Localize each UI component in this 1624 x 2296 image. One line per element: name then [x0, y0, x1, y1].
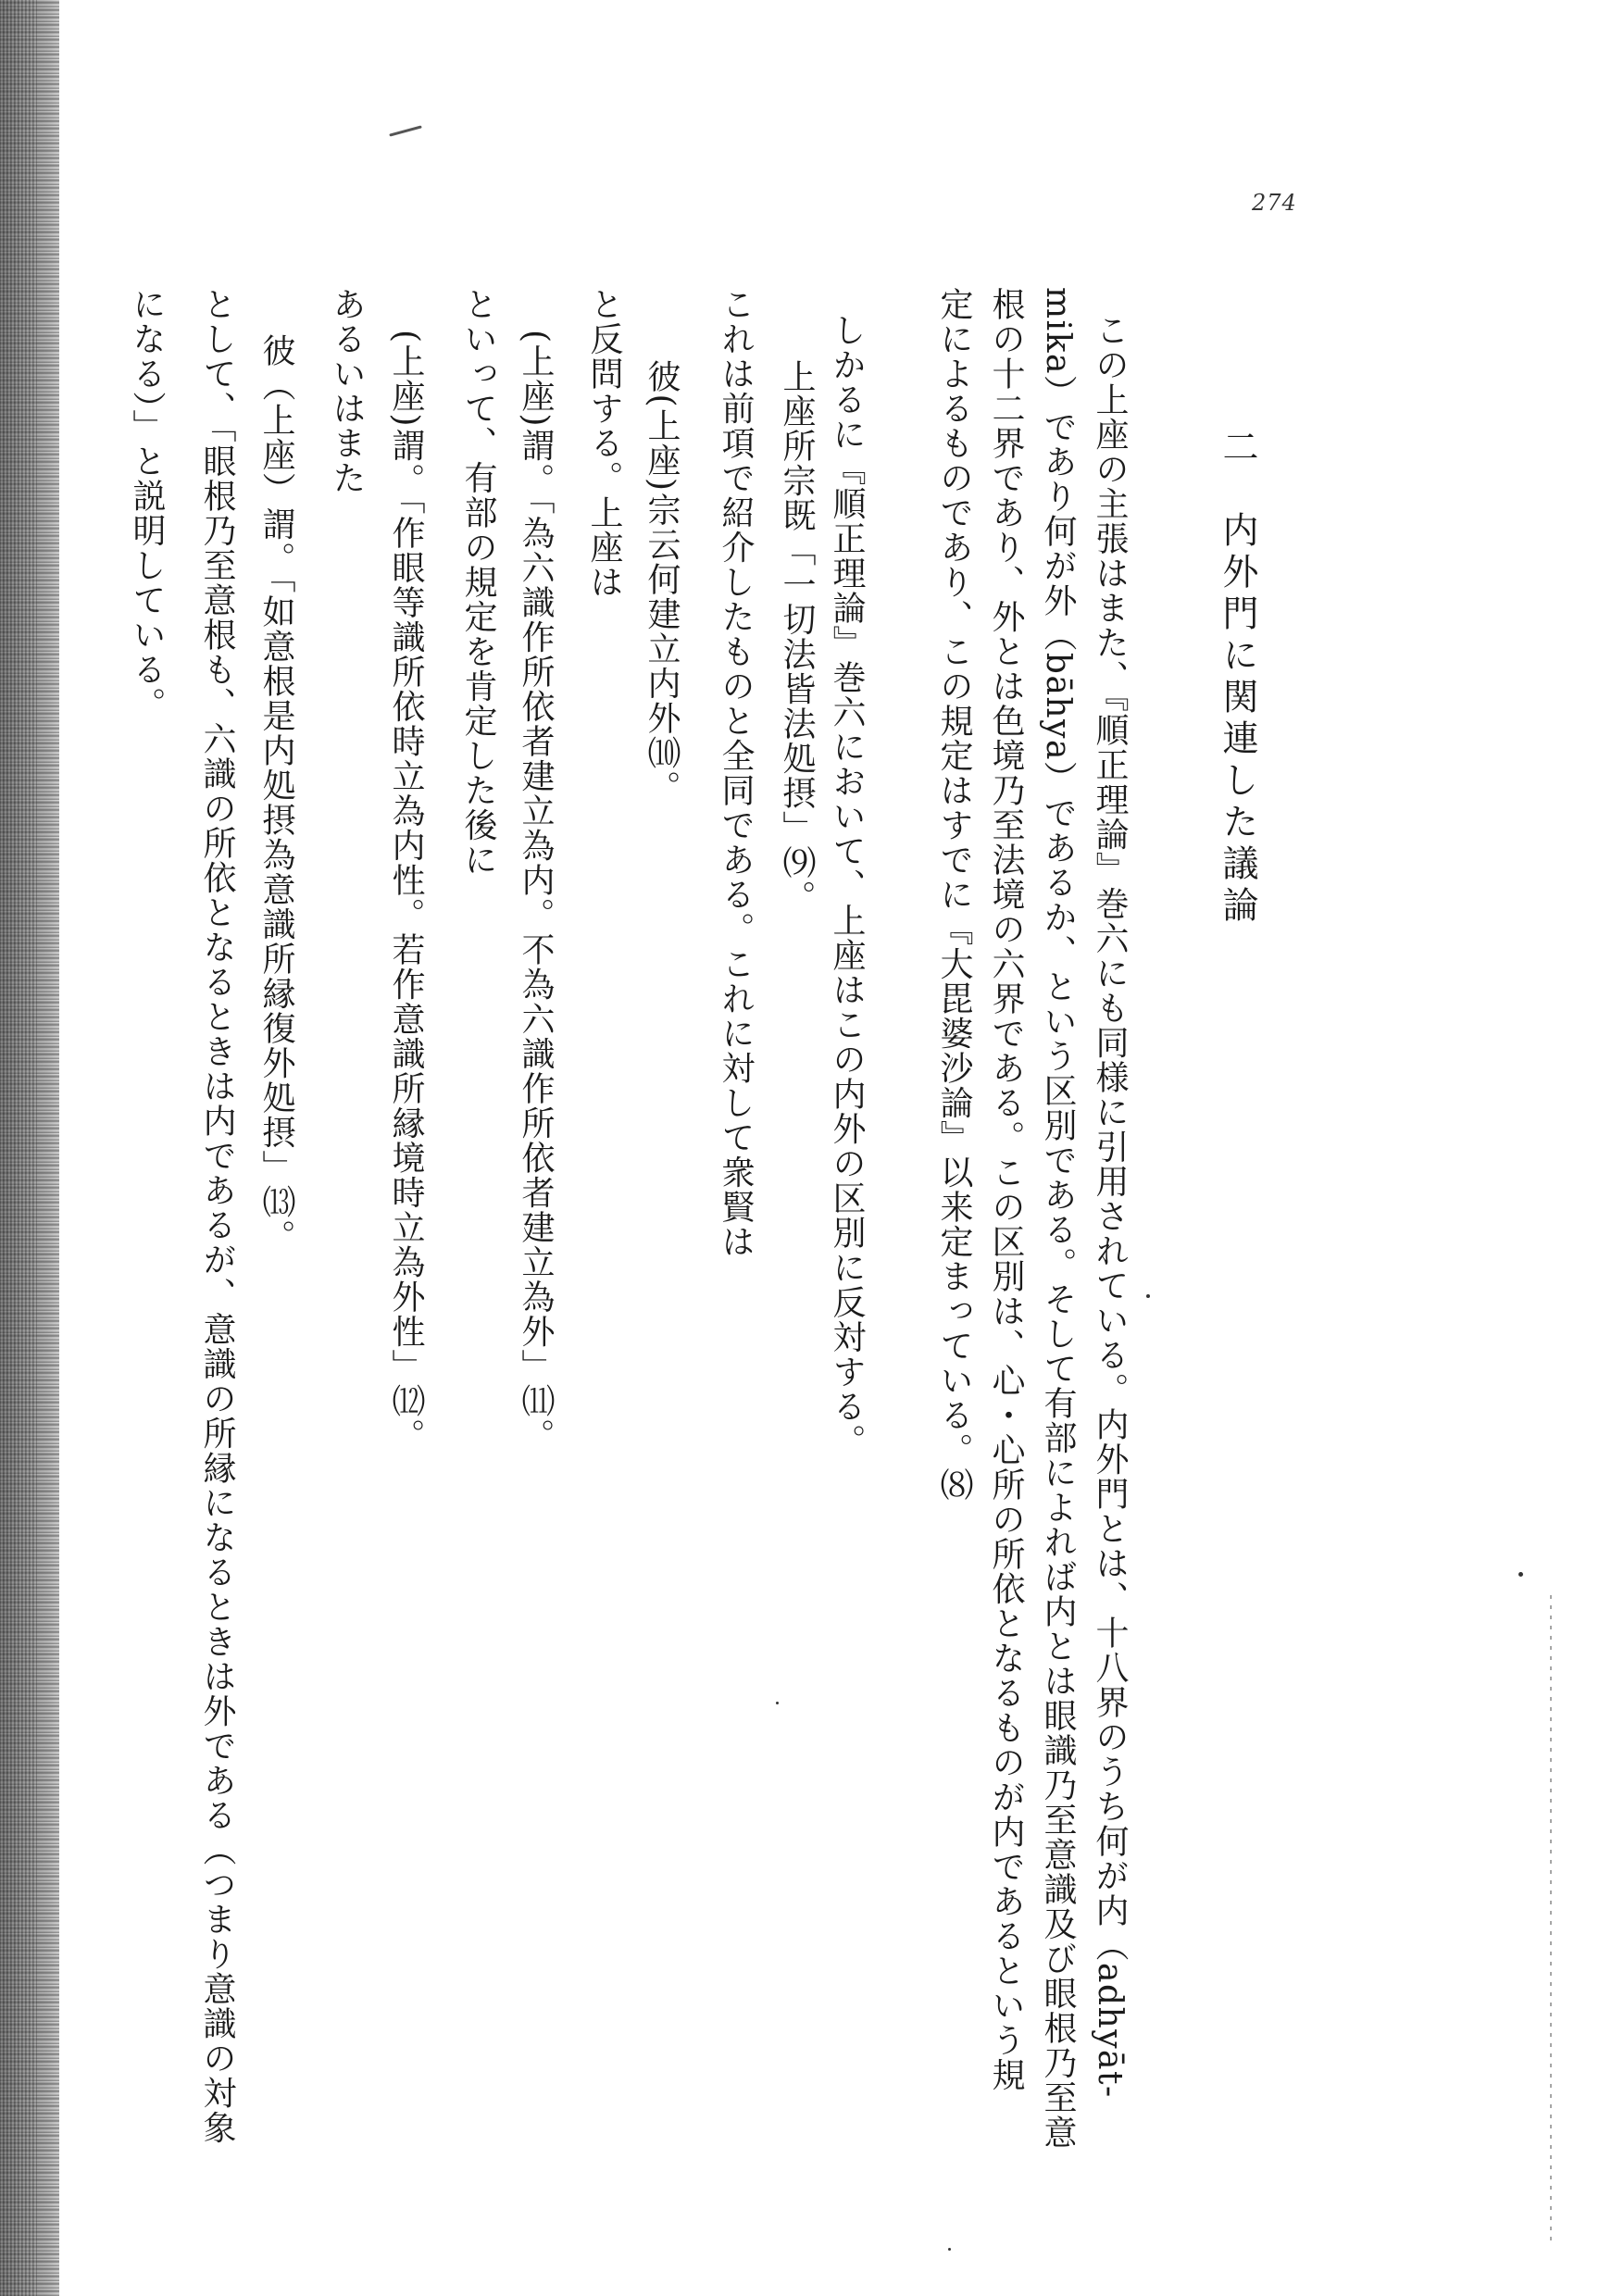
paragraph-line-8: といって、有部の規定を肯定した後に	[459, 287, 497, 878]
paragraph-line-3: 根の十二界であり、外とは色境乃至法境の六界である。この区別は、心・心所の所依となるものが内であるという規	[987, 287, 1025, 2092]
scan-speck	[1146, 1294, 1150, 1298]
paragraph-line-6: これは前項で紹介したものと全同である。これに対して衆賢は	[717, 287, 755, 1259]
paragraph-line-2: mika）であり何が外（bāhya）であるか、という区別である。そして有部によれば内とは眼識乃至意識及び眼根乃至意	[1039, 287, 1077, 2150]
quotation-2: 彼(上座)宗云何建立内外⑽。	[643, 359, 681, 805]
paragraph-line-5: しかるに『順正理論』巻六において、上座はこの内外の区別に反対する。	[828, 313, 866, 1459]
scan-speck	[389, 125, 422, 136]
page-number: 274	[1252, 190, 1297, 216]
scan-speck	[776, 1702, 779, 1704]
quotation-5: 彼（上座）謂。「如意根是内処摂為意識所縁復外処摂」⒀。	[257, 333, 295, 1254]
scan-speck	[1518, 1572, 1523, 1577]
paragraph-line-1: この上座の主張はまた、『順正理論』巻六にも同様に引用されている。内外門とは、十八界のうち何が内（adhyāt-	[1091, 313, 1129, 2099]
scan-speck	[948, 2248, 951, 2251]
quotation-1: 上座所宗既「一切法皆法処摂」⑼。	[778, 359, 816, 915]
scan-right-dotted-edge	[1550, 1592, 1552, 2240]
paragraph-line-10: として、「眼根乃至意根も、六識の所依となるときは内であるが、意識の所縁になるときは外である（つまり意識の対象	[198, 287, 236, 2145]
quotation-4: (上座)謂。「作眼等識所依時立為内性。若作意識所縁境時立為外性」⑿。	[387, 330, 425, 1454]
scan-edge-texture	[0, 0, 37, 2296]
quotation-3: (上座)謂。「為六識作所依者建立為内。不為六識作所依者建立為外」⑾。	[517, 330, 555, 1454]
paragraph-line-9: あるいはまた	[328, 287, 366, 495]
paragraph-line-11: になる）」と説明している。	[128, 287, 166, 722]
section-heading: 二 内外門に関連した議論	[1217, 428, 1258, 928]
paragraph-line-4: 定によるものであり、この規定はすでに『大毘婆沙論』以来定まっている。⑻	[935, 287, 973, 1503]
paragraph-line-7: と反問する。上座は	[585, 287, 623, 600]
